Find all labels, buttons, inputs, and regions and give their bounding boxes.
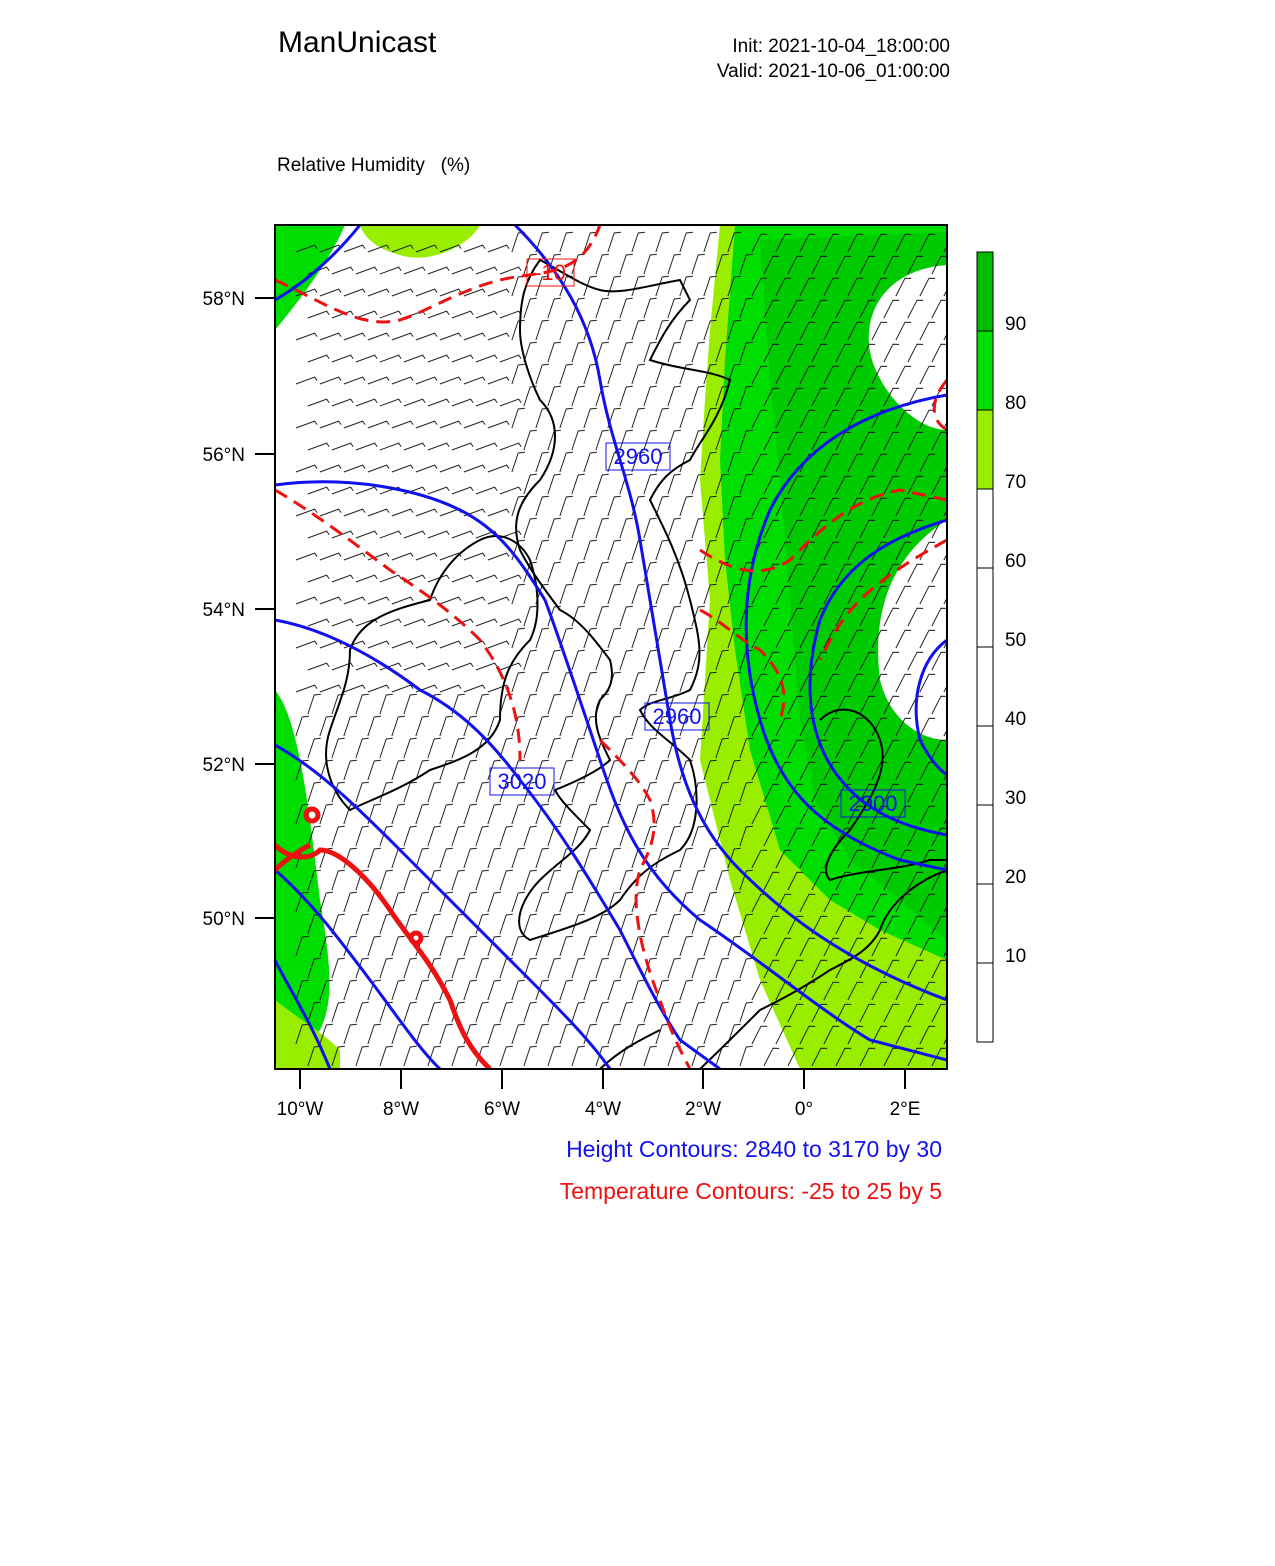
height-label: 2960	[652, 704, 702, 729]
lon-tick-label: 6°W	[483, 1099, 521, 1120]
colorbar-label: 90	[1005, 314, 1027, 335]
colorbar-label: 20	[1005, 867, 1027, 888]
colorbar-label: 60	[1005, 551, 1027, 572]
lat-axis	[203, 289, 275, 930]
height-label: 3020	[497, 769, 547, 794]
lat-tick-label: 52°N	[202, 755, 245, 776]
lon-tick-label: 2°W	[684, 1099, 722, 1120]
colorbar-label: 10	[1005, 946, 1027, 967]
lat-tick-label: 50°N	[202, 909, 245, 930]
lon-tick-label: 2°E	[889, 1099, 921, 1120]
lon-tick-label: 4°W	[584, 1099, 622, 1120]
lon-tick-label: 8°W	[382, 1099, 420, 1120]
colorbar-label: 40	[1005, 709, 1027, 730]
valid-time: Valid: 2021-10-06_01:00:00	[716, 61, 950, 82]
lon-axis	[277, 1069, 921, 1120]
temp-label: -10	[534, 260, 566, 285]
lat-tick-label: 58°N	[202, 289, 245, 310]
lat-tick-label: 56°N	[202, 445, 245, 466]
lat-tick-label: 54°N	[202, 600, 245, 621]
colorbar-label: 70	[1005, 472, 1027, 493]
height-contours-caption: Height Contours: 2840 to 3170 by 30	[566, 1136, 942, 1162]
colorbar-label: 80	[1005, 393, 1027, 414]
height-label: 2960	[613, 444, 663, 469]
field-rh: Relative Humidity (%)	[277, 155, 471, 176]
init-time: Init: 2021-10-04_18:00:00	[732, 36, 950, 57]
height-label: 2900	[848, 791, 898, 816]
colorbar-label: 30	[1005, 788, 1027, 809]
temperature-contours-caption: Temperature Contours: -25 to 25 by 5	[559, 1178, 942, 1204]
lon-tick-label: 10°W	[276, 1099, 324, 1120]
colorbar-label: 50	[1005, 630, 1027, 651]
app-title: ManUnicast	[278, 26, 437, 59]
lon-tick-label: 0°	[794, 1099, 814, 1120]
rh-colorbar	[977, 252, 1026, 1042]
